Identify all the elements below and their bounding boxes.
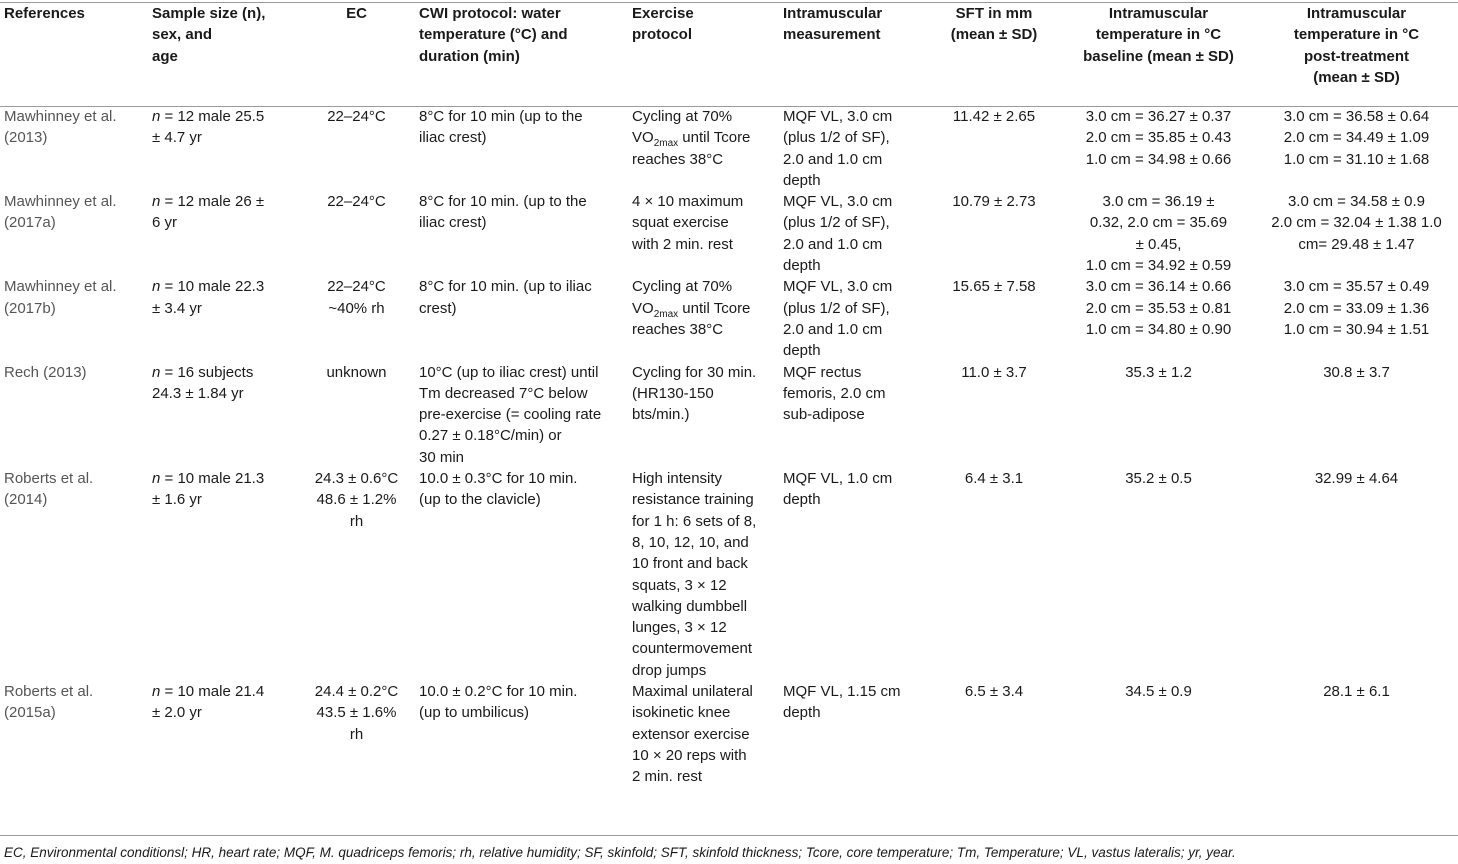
cell-baseline: 35.3 ± 1.2 xyxy=(1125,363,1192,381)
n-symbol: n xyxy=(152,108,161,125)
cell-ec: 22–24°C xyxy=(327,108,386,125)
header-sample-size: Sample size (n), sex, and age xyxy=(152,5,266,65)
cell-measurement: MQF VL, 1.15 cm depth xyxy=(783,683,901,722)
cell-reference: Roberts et al. (2014) xyxy=(4,470,94,509)
bottom-rule xyxy=(0,835,1458,836)
cell-ec: 22–24°C xyxy=(327,193,386,211)
cell-sft: 6.4 ± 3.1 xyxy=(964,470,1024,488)
table-row xyxy=(0,362,1458,468)
cell-sft: 11.0 ± 3.7 xyxy=(961,363,1027,381)
cell-post: 30.8 ± 3.7 xyxy=(1323,363,1390,381)
cell-cwi: 10°C (up to iliac crest) until Tm decreased 7°C below pre-exercise (= cooling rate 0.27 ± 0.18°C/min) or 30 min xyxy=(419,363,602,466)
header-sft: SFT in mm (mean ± SD) xyxy=(950,5,1038,44)
header-baseline-temp: Intramuscular temperature in °C baseline (mean ± SD) xyxy=(1083,5,1234,65)
cell-post: 32.99 ± 4.64 xyxy=(1314,470,1399,488)
cell-sample-text: = 12 male 26 ± 6 yr xyxy=(152,193,265,232)
cell-sample-text: = 10 male 22.3 ± 3.4 yr xyxy=(152,278,265,317)
table-row xyxy=(0,276,1458,361)
header-cwi-protocol: CWI protocol: water temperature (°C) and duration (min) xyxy=(419,5,568,65)
cell-baseline: 3.0 cm = 36.14 ± 0.66 2.0 cm = 35.53 ± 0.81 1.0 cm = 34.80 ± 0.90 xyxy=(1085,278,1232,338)
header-ec: EC xyxy=(346,5,367,22)
cell-sample-text: = 16 subjects 24.3 ± 1.84 yr xyxy=(152,363,254,402)
header-post-temp: Intramuscular temperature in °C post-treatment (mean ± SD) xyxy=(1293,5,1420,86)
cell-post: 3.0 cm = 34.58 ± 0.9 2.0 cm = 32.04 ± 1.38 1.0 cm= 29.48 ± 1.47 xyxy=(1271,193,1442,253)
cell-sample-text: = 12 male 25.5 ± 4.7 yr xyxy=(152,108,265,147)
cell-baseline: 3.0 cm = 36.19 ± 0.32, 2.0 cm = 35.69 ± 0.45, 1.0 cm = 34.92 ± 0.59 xyxy=(1085,193,1232,275)
cell-baseline: 35.2 ± 0.5 xyxy=(1125,470,1192,488)
cell-sample xyxy=(148,191,298,276)
cell-cwi: 8°C for 10 min. (up to iliac crest) xyxy=(419,278,592,317)
cell-reference: Mawhinney et al. (2013) xyxy=(4,108,117,147)
cell-ec: unknown xyxy=(326,363,387,381)
cell-cwi: 8°C for 10 min (up to the iliac crest) xyxy=(419,108,583,147)
cell-post: 3.0 cm = 35.57 ± 0.49 2.0 cm = 33.09 ± 1.36 1.0 cm = 30.94 ± 1.51 xyxy=(1283,278,1430,338)
cell-reference: Rech (2013) xyxy=(4,363,87,381)
cell-exercise: High intensity resistance training for 1 h: 6 sets of 8, 8, 10, 12, 10, and 10 front and back squats, 3 × 12 walking dumbbell lunges, 3 × 12 countermovement drop jumps xyxy=(632,470,757,679)
header-intramuscular-measurement: Intramuscular measurement xyxy=(783,5,883,44)
cell-post: 28.1 ± 6.1 xyxy=(1323,683,1390,701)
cell-sft: 10.79 ± 2.73 xyxy=(952,193,1036,211)
cell-measurement: MQF VL, 3.0 cm (plus 1/2 of SF), 2.0 and 1.0 cm depth xyxy=(783,108,893,189)
table-row xyxy=(0,191,1458,276)
cell-exercise: Cycling at 70% $VO_{2max}$ until Tcore reaches 38°C xyxy=(632,108,751,168)
cell-baseline: 34.5 ± 0.9 xyxy=(1125,683,1192,701)
footnote: EC, Environmental conditionsl; HR, heart rate; MQF, M. quadriceps femoris; rh, relative humidity; SF, skinfold; SFT, skinfold thickness; Tcore, core temperature; Tm, Temperature; VL, vastus lateralis; yr, year. xyxy=(4,845,1236,860)
n-symbol: n xyxy=(152,683,161,701)
cell-baseline: 3.0 cm = 36.27 ± 0.37 2.0 cm = 35.85 ± 0.43 1.0 cm = 34.98 ± 0.66 xyxy=(1085,108,1232,168)
cell-measurement: MQF VL, 1.0 cm depth xyxy=(783,470,893,509)
cell-ec: 24.3 ± 0.6°C 48.6 ± 1.2% rh xyxy=(314,470,399,530)
cell-sample-text: = 10 male 21.3 ± 1.6 yr xyxy=(152,470,265,509)
cell-post: 3.0 cm = 36.58 ± 0.64 2.0 cm = 34.49 ± 1.09 1.0 cm = 31.10 ± 1.68 xyxy=(1283,108,1430,168)
cell-exercise: Cycling for 30 min. (HR130-150 bts/min.) xyxy=(632,363,757,424)
cell-reference: Roberts et al. (2015a) xyxy=(4,683,94,722)
cell-exercise: 4 × 10 maximum squat exercise with 2 min. rest xyxy=(632,193,744,253)
n-symbol: n xyxy=(152,278,161,296)
cell-cwi: 10.0 ± 0.2°C for 10 min. (up to umbilicus) xyxy=(419,683,578,722)
n-symbol: n xyxy=(152,363,161,381)
cell-measurement: MQF VL, 3.0 cm (plus 1/2 of SF), 2.0 and 1.0 cm depth xyxy=(783,193,893,275)
cell-sample-text: = 10 male 21.4 ± 2.0 yr xyxy=(152,683,265,722)
cell-cwi: 10.0 ± 0.3°C for 10 min. (up to the clavicle) xyxy=(419,470,578,509)
table-row xyxy=(0,681,1458,787)
cell-sample xyxy=(148,681,298,787)
cell-exercise: Cycling at 70% $VO_{2max}$ until Tcore reaches 38°C xyxy=(632,278,751,338)
table-row xyxy=(0,106,1458,191)
table-body xyxy=(0,106,1458,788)
n-symbol: n xyxy=(152,470,161,488)
table-row xyxy=(0,468,1458,681)
header-references: References xyxy=(4,5,85,22)
cell-sample xyxy=(148,106,298,191)
cell-reference: Mawhinney et al. (2017b) xyxy=(4,278,117,317)
header-row xyxy=(0,3,1458,106)
cell-reference: Mawhinney et al. (2017a) xyxy=(4,193,117,232)
cell-sft: 11.42 ± 2.65 xyxy=(952,108,1036,125)
cell-sample xyxy=(148,276,298,361)
cell-ec: 22–24°C ~40% rh xyxy=(327,278,386,317)
cell-sample xyxy=(148,468,298,681)
vo2max-subscript: 2max xyxy=(653,138,679,150)
vo2max-subscript: 2max xyxy=(653,308,679,320)
cell-sft: 6.5 ± 3.4 xyxy=(964,683,1024,701)
data-table xyxy=(0,3,1458,788)
cell-ec: 24.4 ± 0.2°C 43.5 ± 1.6% rh xyxy=(314,683,399,743)
n-symbol: n xyxy=(152,193,161,211)
cell-exercise: Maximal unilateral isokinetic knee extensor exercise 10 × 20 reps with 2 min. rest xyxy=(632,683,753,786)
cell-measurement: MQF VL, 3.0 cm (plus 1/2 of SF), 2.0 and 1.0 cm depth xyxy=(783,278,893,360)
cell-sft: 15.65 ± 7.58 xyxy=(952,278,1036,296)
cell-sample xyxy=(148,362,298,468)
header-exercise-protocol: Exercise protocol xyxy=(632,5,694,44)
cell-cwi: 8°C for 10 min. (up to the iliac crest) xyxy=(419,193,587,232)
cell-measurement: MQF rectus femoris, 2.0 cm sub-adipose xyxy=(783,363,886,424)
